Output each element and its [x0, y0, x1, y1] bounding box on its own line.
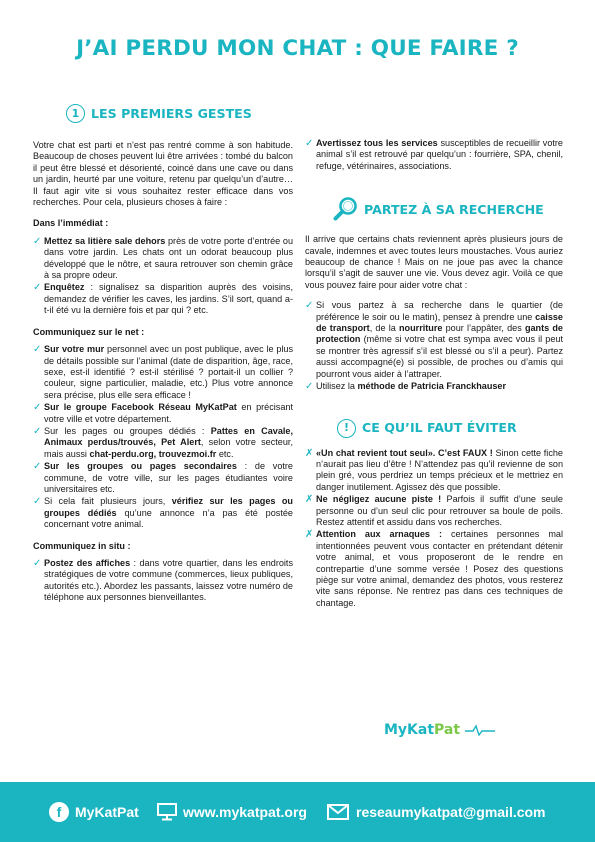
checkmark-icon: ✓: [33, 558, 42, 569]
checkmark-icon: ✓: [33, 282, 42, 294]
list-item: [33, 236, 293, 282]
item-text: personnel avec un post publique, avec le plus de détails possible sur l’animal (date de disparition, âge, race, sexe, est-il identifié ? est-il stérilisé ? portait-il un collier ? couleur, signe particulier, maladie, etc.) Plus votre annonce sera précise, plus elle sera efficace !: [44, 344, 293, 400]
subheading-in-situ: Communiquez in situ :: [33, 540, 131, 551]
cross-icon: ✗: [305, 447, 314, 459]
email-link[interactable]: reseaumykatpat@gmail.com: [356, 804, 546, 820]
item-bold: nourriture: [398, 323, 443, 334]
footer-facebook[interactable]: [49, 782, 139, 842]
checkmark-icon: ✓: [33, 425, 42, 437]
item-bold: «Un chat revient tout seul». C’est FAUX !: [316, 447, 493, 458]
item-text: : signalisez sa disparition auprès des voisins, demandez de vérifier les caves, les jardins. S’il sort, quand a-t-il été vu la dernière fois et par qui ? etc.: [44, 282, 293, 316]
footer-website[interactable]: [157, 782, 307, 842]
item-text: : dans votre quartier, dans les endroits stratégiques de votre commune (commerces, lieux publiques, autorités etc.). Abordez les passants, laissez votre numéro de téléphone aux personnes bienveillantes.: [44, 558, 293, 603]
list-item: [305, 300, 563, 380]
item-bold: Postez des affiches: [44, 558, 131, 568]
page-title: J’AI PERDU MON CHAT : QUE FAIRE ?: [76, 36, 519, 61]
envelope-icon: [327, 804, 349, 820]
list-item: [33, 426, 293, 460]
list-item: [33, 282, 293, 316]
item-bold: Sur le groupe Facebook Réseau MyKatPat: [44, 402, 237, 413]
item-bold: Avertissez tous les services: [316, 138, 438, 148]
item-text: près de votre porte d’entrée ou dans votre jardin. Les chats ont un odorat beaucoup plus développé que le nôtre, et saura retrouver son chemin grâce à sa propre odeur.: [44, 235, 294, 281]
number-circle-icon: 1: [66, 104, 85, 123]
item-text: pour l’appâter, des: [442, 323, 525, 334]
checkmark-icon: ✓: [305, 381, 314, 393]
item-text: Parfois il suffit d’une seule personne ou d’un seul clic pour retrouver sa boule de poils. Restez attentif et assidu dans vos recherches.: [316, 494, 563, 527]
item-text: Sinon cette fiche n’aurait pas lieu d’être ! N’attendez pas qu’il revienne de son plein gré, vous perdriez un temps précieux et le mettriez en danger inutilement. Agissez dès que possible.: [316, 447, 563, 492]
checkmark-icon: ✓: [33, 496, 42, 508]
list-item: [305, 494, 563, 528]
magnifier-icon: [333, 196, 359, 222]
list-item: [33, 461, 293, 495]
item-bold: Enquêtez: [44, 282, 85, 293]
facebook-icon: f: [49, 802, 69, 822]
item-text: certaines personnes mal intentionnées peuvent vous contacter en prétendant détenir votre animal, et vous proposeront de le rendre en contrepartie d’une somme versée ! Posez des questions piège sur votre animal, demandez des photos, vous resterez vite sans réponse. Ne rentrez pas dans ces techniques de chantage.: [316, 529, 563, 608]
list-item: [305, 529, 563, 609]
cross-icon: ✗: [305, 494, 314, 506]
list-item: [305, 448, 563, 494]
item-text: Si vous partez à sa recherche dans le quartier (de préférence le soir ou le matin), pensez à prendre une: [316, 300, 563, 322]
item-bold: Attention aux arnaques :: [316, 529, 442, 540]
logo-text: MyKat: [384, 722, 435, 738]
search-intro-paragraph: Il arrive que certains chats reviennent après plusieurs jours de cavale, indemnes et avec toutes leurs moustaches. Vous auriez beaucoup de chance ! Mais on ne joue pas avec la chance lorsqu’il s’agit de sauver une vie. Vous devez agir. Voilà ce que vous pouvez faire pour aider votre chat :: [305, 234, 563, 290]
item-text: Si cela fait plusieurs jours,: [44, 496, 172, 507]
checkmark-icon: ✓: [33, 235, 42, 247]
exclamation-icon: !: [337, 419, 356, 438]
item-text: Sur les pages ou groupes dédiés :: [44, 425, 211, 436]
logo-text: Pat: [434, 722, 461, 738]
item-bold: Ne négligez aucune piste !: [316, 494, 442, 505]
section-heading-first-steps: [66, 104, 293, 123]
section-title: PARTEZ À SA RECHERCHE: [364, 201, 544, 217]
footer-bar: [0, 782, 595, 842]
item-text: susceptibles de recueillir votre animal s’il est retrouvé par quelqu’un : fourrière, SPA, chenil, refuge, vétérinaires, associations.: [316, 138, 563, 171]
intro-paragraph: Votre chat est parti et n’est pas rentré comme à son habitude. Beaucoup de choses peuvent lui être arrivées : tombé du balcon il peut être blessé et désorienté, coincé dans une cave ou dans un jardin, heurté par une voiture, retenu par quelqu’un d’autre… Il faut agir vite si vous souhaitez rester efficace dans vos recherches. Pour cela, plusieurs choses à faire :: [33, 140, 293, 208]
list-item: [305, 138, 563, 172]
item-text: (même si votre chat est sympa avec vous il peut se montrer très agressif s’il est blessé ou s’il a peur). Partez aussi accompagné(e) si possible, de proches ou d’amis qui pourront vous aider à l’attraper.: [316, 334, 563, 379]
item-bold: caisse de transport: [316, 311, 563, 334]
monitor-icon: [157, 803, 177, 821]
item-bold: Sur les groupes ou pages secondaires: [44, 461, 237, 472]
section-title: CE QU’IL FAUT ÉVITER: [362, 420, 517, 436]
list-item: [33, 558, 293, 604]
item-bold: Sur votre mur: [44, 344, 105, 355]
checkmark-icon: ✓: [33, 461, 42, 473]
mykatpat-logo: [384, 722, 495, 738]
left-column: [33, 104, 293, 605]
cross-icon: ✗: [305, 529, 314, 541]
section-title: LES PREMIERS GESTES: [91, 105, 252, 121]
item-text: en précisant votre ville et votre département.: [44, 402, 293, 424]
item-text: , de la: [369, 323, 399, 334]
list-item: [33, 344, 293, 401]
item-text: etc.: [216, 448, 234, 459]
item-bold: Pattes en Cavale, Animaux perdus/trouvés, Pet Alert: [44, 425, 294, 448]
list-item: [305, 381, 563, 392]
item-bold: chat-perdu.org, trouvezmoi.fr: [89, 448, 217, 459]
item-bold: Mettez sa litière sale dehors: [44, 235, 166, 246]
item-bold: vérifiez sur les pages ou groupes dédiés: [44, 496, 293, 518]
subheading-immediate: Dans l’immédiat :: [33, 218, 109, 229]
item-bold: méthode de Patricia Franckhauser: [357, 381, 507, 392]
list-item: [33, 402, 293, 425]
item-text: , selon votre secteur, mais aussi: [44, 437, 293, 459]
checkmark-icon: ✓: [33, 402, 42, 414]
subheading-net: Communiquez sur le net :: [33, 326, 145, 337]
checkmark-icon: ✓: [305, 300, 314, 312]
checkmark-icon: ✓: [33, 344, 42, 356]
item-text: Utilisez la: [316, 381, 358, 392]
item-text: : de votre commune, de votre ville, sur les pages étudiantes voire universitaires etc.: [44, 461, 293, 494]
list-item: [33, 496, 293, 530]
item-text: qu’une annonce n’a pas été postée concernant votre animal.: [44, 507, 293, 530]
footer-email[interactable]: [327, 782, 546, 842]
website-link[interactable]: www.mykatpat.org: [183, 804, 307, 820]
facebook-link[interactable]: MyKatPat: [75, 804, 139, 820]
section-heading-avoid: [337, 419, 563, 438]
right-column: [305, 138, 563, 610]
heartbeat-line-icon: [465, 724, 495, 736]
section-heading-search: [333, 196, 563, 222]
checkmark-icon: ✓: [305, 138, 314, 149]
item-bold: gants de protection: [316, 323, 563, 345]
